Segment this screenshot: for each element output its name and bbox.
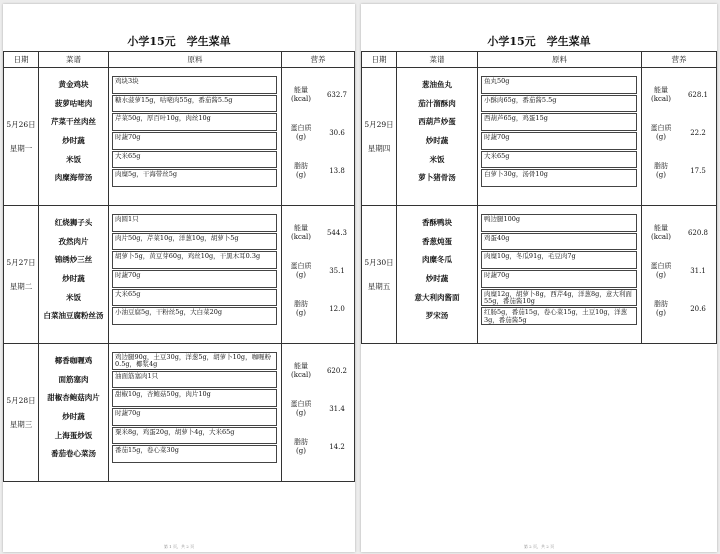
dish-name: 黄金鸡块 [58, 80, 89, 89]
protein-row [282, 252, 354, 290]
header-dishes: 菜谱 [39, 52, 109, 68]
energy-value: 632.7 [326, 91, 348, 99]
energy-unit: (kcal) [290, 371, 312, 379]
fat-value: 13.8 [329, 167, 345, 175]
protein-label [642, 262, 680, 280]
protein-unit: (g) [296, 409, 306, 417]
nutrition-cell [282, 344, 355, 482]
ingredient-box: 时蔬70g [112, 408, 277, 426]
protein-value: 31.1 [690, 267, 706, 275]
dishes-cell [39, 68, 109, 206]
fat-label-text: 脂肪 [294, 162, 308, 170]
fat-row [642, 152, 716, 190]
dish-name: 米饭 [66, 292, 81, 302]
nutrition-cell [642, 206, 717, 344]
protein-row [642, 252, 716, 290]
ingredients-cell [109, 344, 282, 482]
day-weekday: 星期四 [367, 143, 391, 153]
dish-name: 炒时蔬 [62, 274, 85, 284]
dish-name: 菠萝咕咾肉 [54, 98, 93, 108]
page-footer: 第 1 页，共 2 页 [163, 544, 195, 549]
dish-name: 甜椒杏鲍菇肉片 [47, 393, 100, 403]
protein-label-text: 蛋白质 [290, 262, 312, 270]
ingredient-box: 粟米8g，鸡蛋20g，胡萝卜4g，大米65g [112, 427, 277, 445]
ingredient-box: 时蔬70g [112, 132, 277, 150]
protein-label [642, 124, 680, 142]
protein-label [282, 400, 320, 418]
ingredient-box: 小酥肉65g，番茄酱5.5g [481, 95, 637, 113]
day-weekday: 星期二 [9, 281, 33, 291]
energy-label-text: 能量 [294, 362, 308, 370]
fat-label-text: 脂肪 [294, 300, 308, 308]
dish-name: 芹菜干丝肉丝 [51, 117, 96, 127]
header-dishes: 菜谱 [397, 52, 478, 68]
energy-label [642, 224, 680, 242]
energy-row [282, 214, 354, 252]
dish-name: 炒时蔬 [62, 412, 85, 422]
header-date: 日期 [362, 52, 397, 68]
ingredient-box: 大米65g [481, 151, 637, 169]
date-cell [4, 68, 39, 206]
fat-label [282, 162, 320, 180]
dish-name: 面筋塞肉 [58, 374, 89, 384]
dish-name: 米饭 [66, 154, 81, 164]
ingredients-cell [109, 206, 282, 344]
day-date: 5月27日 [6, 257, 36, 267]
ingredient-box: 时蔬70g [112, 270, 277, 288]
header-nutrition: 营养 [642, 52, 717, 68]
dish-name: 锦绣炒三丝 [54, 255, 93, 265]
ingredient-box: 鸡块3块 [112, 76, 277, 94]
ingredient-box: 糖水菠萝15g，咕咾肉55g，番茄酱5.5g [112, 95, 277, 113]
ingredients-cell [478, 206, 642, 344]
protein-label-text: 蛋白质 [650, 124, 672, 132]
date-cell [362, 68, 397, 206]
day-date: 5月30日 [364, 257, 394, 267]
energy-row [642, 214, 716, 252]
dish-name: 茄汁溜酥肉 [418, 98, 456, 108]
fat-value: 17.5 [690, 167, 706, 175]
energy-unit: (kcal) [290, 233, 312, 241]
date-cell [4, 206, 39, 344]
dish-name: 炒时蔬 [425, 274, 449, 284]
protein-label-text: 蛋白质 [290, 400, 312, 408]
menu-page-1 [3, 4, 355, 552]
menu-table [361, 51, 717, 344]
ingredient-box: 甜椒10g，杏鲍菇50g，肉片10g [112, 389, 277, 407]
energy-value: 620.2 [326, 367, 348, 375]
fat-unit: (g) [296, 447, 306, 455]
ingredient-box: 鸡边腿90g，土豆30g，洋葱5g，胡萝卜10g，咖喱粉0.5g，椰浆4g [112, 352, 277, 370]
dish-name: 香葱炖蛋 [422, 236, 452, 246]
date-cell [4, 344, 39, 482]
energy-label-text: 能量 [294, 224, 308, 232]
dish-name: 红烧狮子头 [54, 218, 93, 227]
day-weekday: 星期五 [367, 281, 391, 291]
header-ingredients: 原料 [478, 52, 642, 68]
energy-label [282, 224, 320, 242]
page-title: 小学15元 学生菜单 [487, 35, 591, 48]
fat-unit: (g) [656, 171, 666, 179]
fat-label-text: 脂肪 [654, 300, 668, 308]
dishes-cell [397, 68, 478, 206]
energy-label-text: 能量 [654, 86, 668, 94]
menu-table [3, 51, 355, 482]
fat-value: 20.6 [690, 305, 706, 313]
ingredients-cell [109, 68, 282, 206]
header-nutrition: 营养 [282, 52, 355, 68]
day-row [362, 206, 717, 344]
ingredient-box: 肉糜5g，干海带丝5g [112, 169, 277, 187]
day-date: 5月26日 [6, 119, 36, 129]
fat-value: 12.0 [329, 305, 345, 313]
day-row [4, 68, 355, 206]
fat-unit: (g) [296, 171, 306, 179]
fat-label-text: 脂肪 [294, 438, 308, 446]
dish-name: 炒时蔬 [425, 136, 449, 146]
protein-row [642, 114, 716, 152]
day-date: 5月29日 [364, 119, 394, 129]
fat-unit: (g) [296, 309, 306, 317]
protein-unit: (g) [296, 271, 306, 279]
fat-label [642, 300, 680, 318]
dish-name: 肉糜冬瓜 [422, 255, 452, 265]
ingredient-box: 鸡蛋40g [481, 233, 637, 251]
dishes-cell [39, 206, 109, 344]
fat-label [282, 300, 320, 318]
ingredient-box: 大米65g [112, 289, 277, 307]
energy-label [642, 86, 680, 104]
day-row [4, 344, 355, 482]
protein-value: 31.4 [329, 405, 345, 413]
ingredient-box: 番茄15g，卷心菜30g [112, 445, 277, 463]
energy-row [282, 352, 354, 390]
ingredient-box: 时蔬70g [481, 132, 637, 150]
nutrition-cell [282, 206, 355, 344]
table-header-row [4, 52, 355, 68]
protein-label [282, 124, 320, 142]
dish-name: 罗宋汤 [425, 311, 449, 321]
ingredient-box: 鱼丸50g [481, 76, 637, 94]
ingredient-box: 西葫芦65g，鸡蛋15g [481, 113, 637, 131]
protein-label-text: 蛋白质 [650, 262, 672, 270]
energy-value: 544.3 [326, 229, 348, 237]
energy-label-text: 能量 [294, 86, 308, 94]
energy-label-text: 能量 [654, 224, 668, 232]
dish-name: 肉糜海带汤 [54, 173, 93, 183]
menu-page-2 [361, 4, 717, 552]
protein-unit: (g) [296, 133, 306, 141]
fat-row [642, 290, 716, 328]
protein-label-text: 蛋白质 [290, 124, 312, 132]
protein-row [282, 390, 354, 428]
page-footer: 第 2 页，共 2 页 [523, 544, 555, 549]
ingredient-box: 肉圆1只 [112, 214, 277, 232]
energy-label [282, 86, 320, 104]
dishes-cell [397, 206, 478, 344]
dish-name: 孜然肉片 [58, 236, 89, 246]
ingredient-box: 芹菜50g，厚百叶10g，肉丝10g [112, 113, 277, 131]
nutrition-cell [642, 68, 717, 206]
dish-name: 西葫芦炒蛋 [418, 117, 456, 127]
fat-label-text: 脂肪 [654, 162, 668, 170]
fat-unit: (g) [656, 309, 666, 317]
day-row [362, 68, 717, 206]
dish-name: 葱油鱼丸 [422, 80, 452, 89]
protein-value: 22.2 [690, 129, 706, 137]
dish-name: 萝卜猪骨汤 [418, 173, 456, 183]
energy-unit: (kcal) [290, 95, 312, 103]
date-cell [362, 206, 397, 344]
energy-label [282, 362, 320, 380]
ingredient-box: 肉糜12g，胡萝卜8g，西芹4g，洋葱8g，意大利面55g，番茄酱10g [481, 289, 637, 307]
ingredient-box: 大米65g [112, 151, 277, 169]
ingredient-box: 鸭边腿100g [481, 214, 637, 232]
header-ingredients: 原料 [109, 52, 282, 68]
protein-unit: (g) [656, 133, 666, 141]
dish-name: 意大利肉酱面 [414, 292, 460, 302]
day-date: 5月28日 [6, 395, 36, 405]
energy-unit: (kcal) [650, 233, 672, 241]
dish-name: 椰香咖喱鸡 [54, 356, 93, 365]
dish-name: 上海蛋炒饭 [54, 430, 93, 440]
fat-label [282, 438, 320, 456]
ingredient-box: 白萝卜30g，汤骨10g [481, 169, 637, 187]
energy-row [642, 76, 716, 114]
nutrition-cell [282, 68, 355, 206]
ingredient-box: 小油豆腐5g，干粉丝5g，大白菜20g [112, 307, 277, 325]
dish-name: 白菜油豆腐粉丝汤 [43, 311, 104, 321]
energy-unit: (kcal) [650, 95, 672, 103]
dish-name: 番茄卷心菜汤 [51, 449, 96, 459]
fat-label [642, 162, 680, 180]
ingredient-box: 时蔬70g [481, 270, 637, 288]
header-date: 日期 [4, 52, 39, 68]
fat-value: 14.2 [329, 443, 345, 451]
day-weekday: 星期三 [9, 419, 33, 429]
energy-row [282, 76, 354, 114]
protein-value: 30.6 [329, 129, 345, 137]
protein-value: 35.1 [329, 267, 345, 275]
dish-name: 炒时蔬 [62, 136, 85, 146]
table-header-row [362, 52, 717, 68]
fat-row [282, 152, 354, 190]
energy-value: 620.8 [687, 229, 709, 237]
dish-name: 香酥鸭块 [422, 218, 452, 227]
protein-row [282, 114, 354, 152]
page-title: 小学15元 学生菜单 [127, 35, 231, 48]
ingredient-box: 肉糜10g，冬瓜91g，毛豆肉7g [481, 251, 637, 269]
fat-row [282, 290, 354, 328]
ingredient-box: 胡萝卜5g，黄豆芽60g，鸡丝10g，干黑木耳0.3g [112, 251, 277, 269]
dishes-cell [39, 344, 109, 482]
day-weekday: 星期一 [9, 143, 33, 153]
dish-name: 米饭 [429, 154, 445, 164]
fat-row [282, 428, 354, 466]
ingredients-cell [478, 68, 642, 206]
day-row [4, 206, 355, 344]
energy-value: 628.1 [687, 91, 709, 99]
protein-unit: (g) [656, 271, 666, 279]
protein-label [282, 262, 320, 280]
ingredient-box: 油面筋塞肉1只 [112, 371, 277, 389]
ingredient-box: 红肠5g，番茄15g，卷心菜15g，土豆10g，洋葱3g，番茄酱5g [481, 307, 637, 325]
ingredient-box: 肉片50g，芹菜10g，洋葱10g，胡萝卜5g [112, 233, 277, 251]
